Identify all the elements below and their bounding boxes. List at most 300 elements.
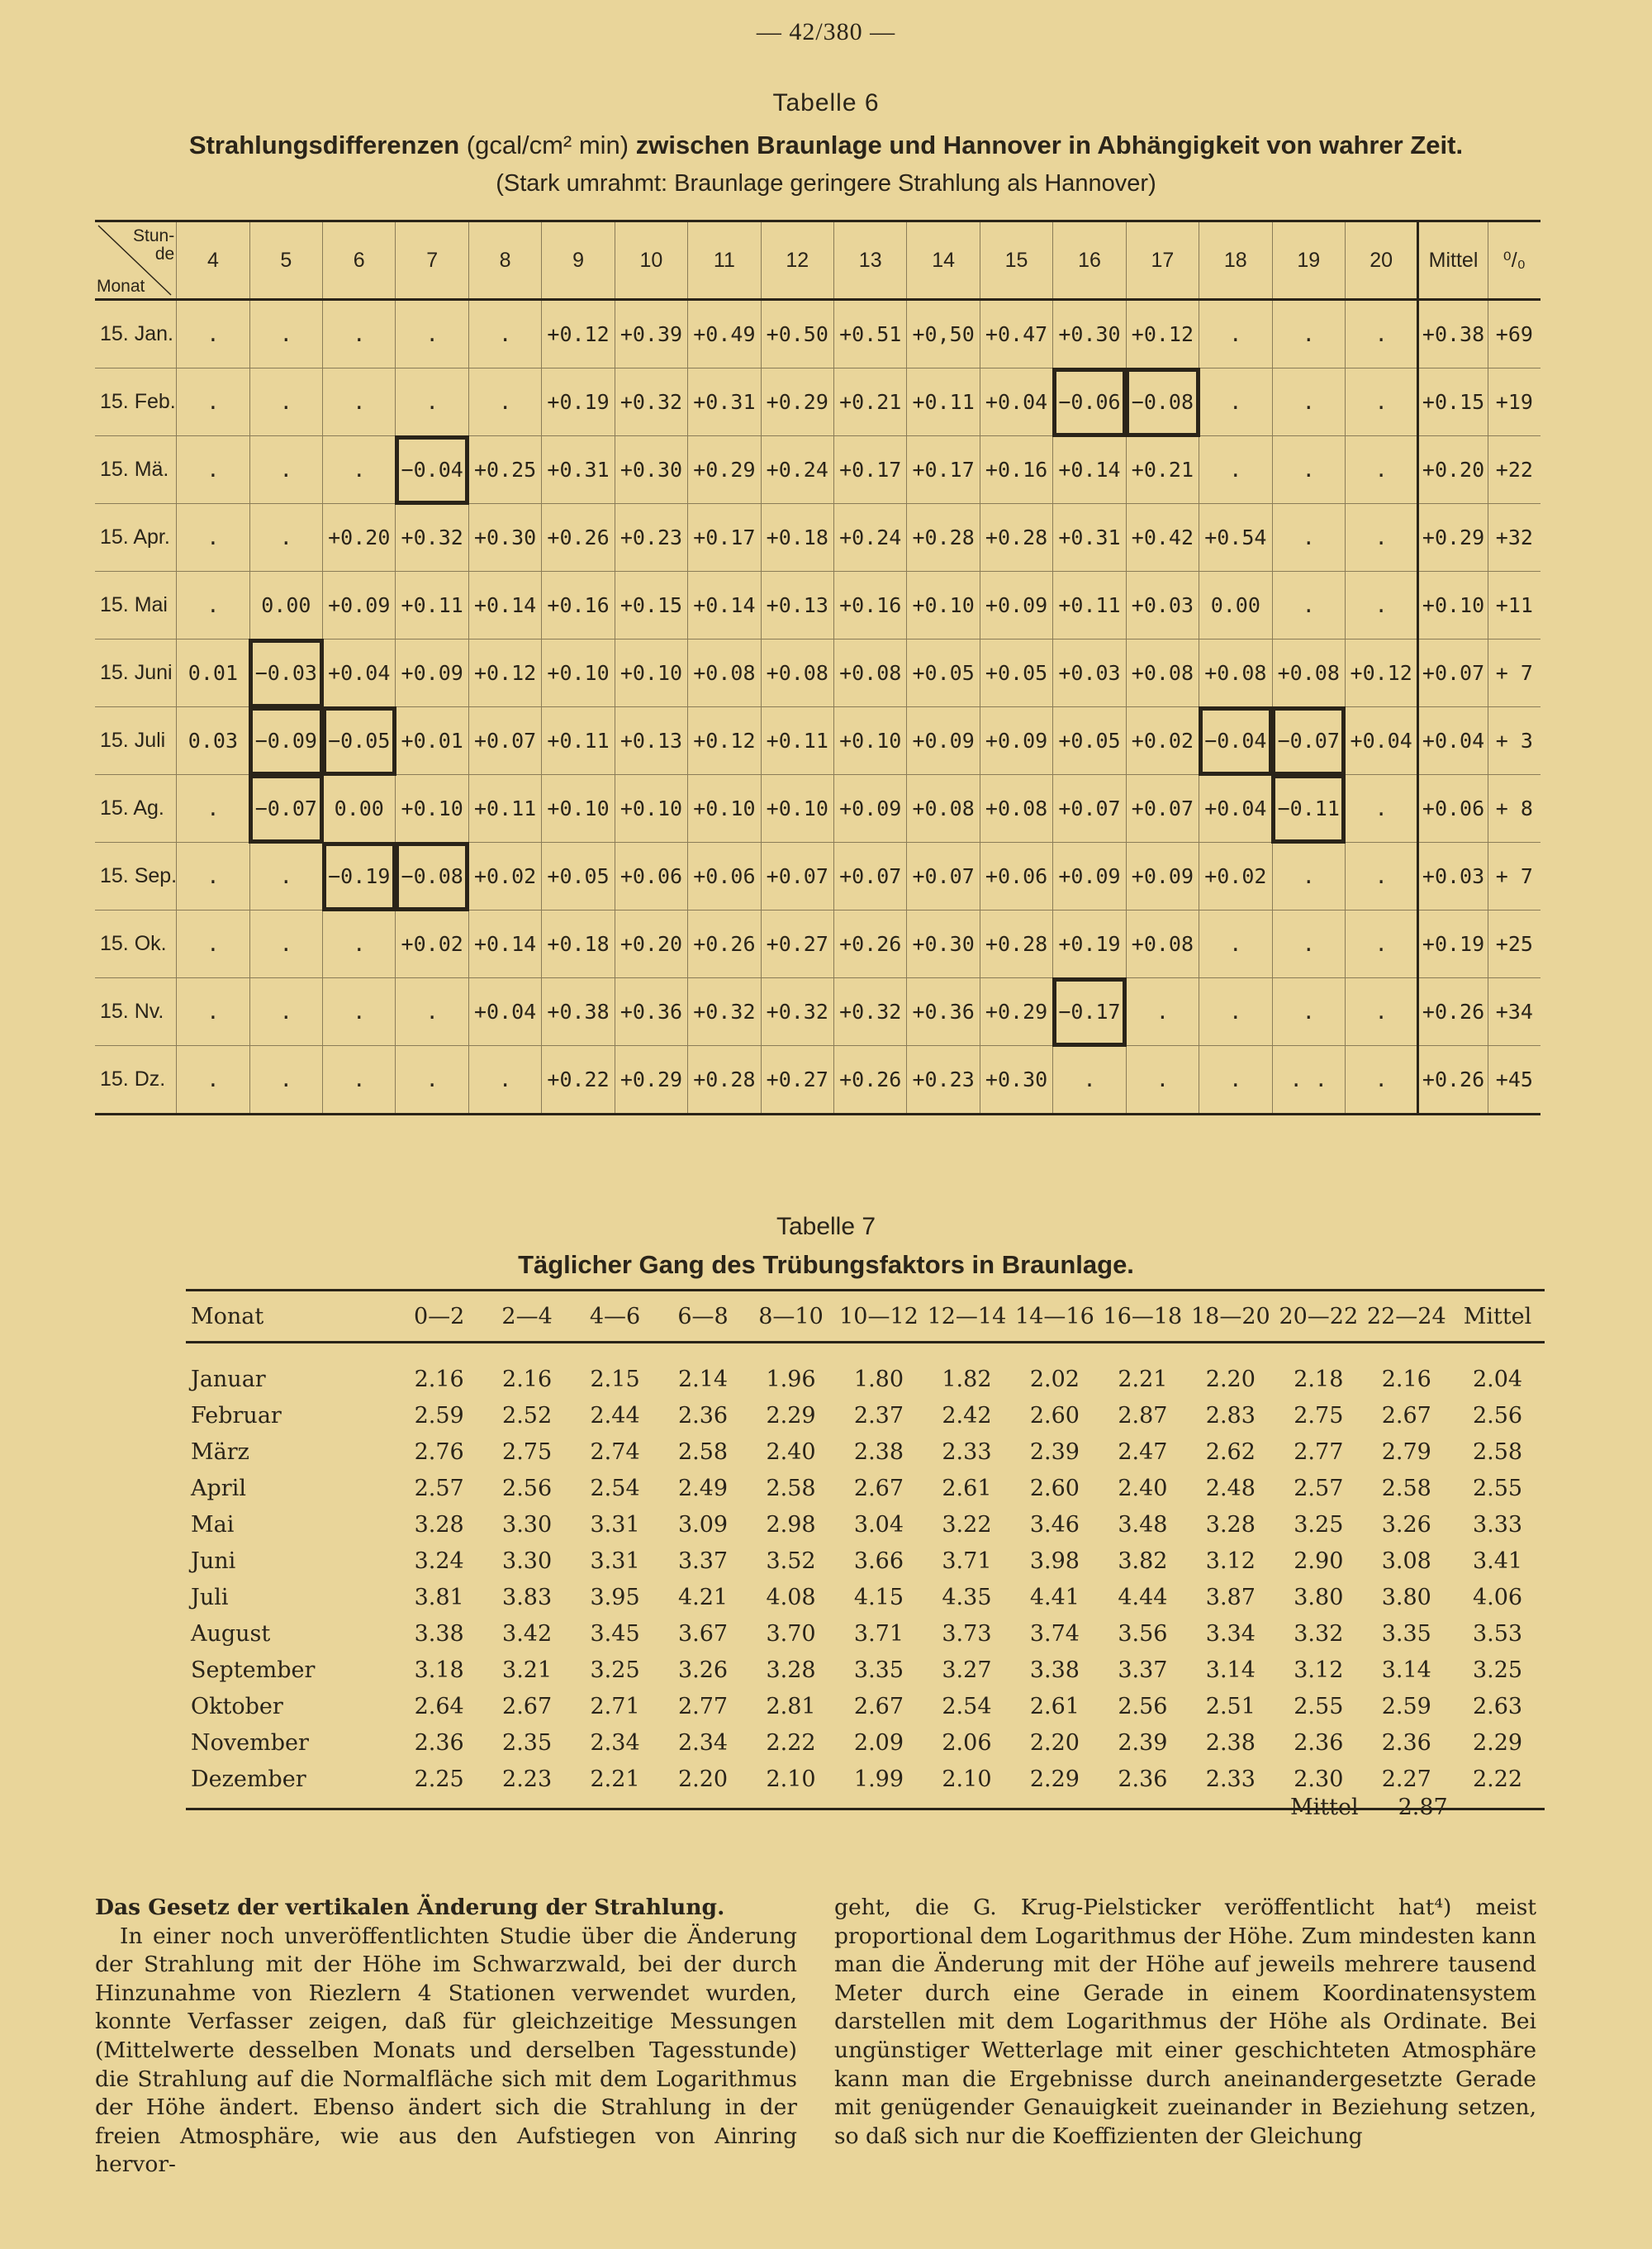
- month-label: 15. Ok.: [95, 911, 177, 978]
- interval-header: 22—24: [1363, 1291, 1450, 1343]
- table-cell: 2.60: [1029, 1475, 1080, 1501]
- table-cell: 0.03: [177, 707, 249, 775]
- table-cell: 2.79: [1381, 1438, 1431, 1465]
- table-cell: +0.50: [761, 300, 833, 368]
- month-label: 15. Jan.: [95, 300, 177, 368]
- table-cell: .: [323, 368, 396, 436]
- month-label: Januar: [191, 1366, 266, 1392]
- table-cell: 0.00: [323, 775, 396, 843]
- table-cell: −0.08: [396, 843, 468, 911]
- table7: [186, 1289, 1545, 1810]
- table-cell: +0.06: [615, 843, 687, 911]
- table-cell: +0.27: [761, 911, 833, 978]
- interval-header: 6—8: [659, 1291, 747, 1343]
- table-cell: 2.20: [659, 1761, 747, 1809]
- table-cell: 4.08: [766, 1584, 816, 1610]
- mittel-cell: +0.26: [1418, 978, 1488, 1046]
- table-cell: +0.13: [615, 707, 687, 775]
- table-cell: 2.33: [942, 1438, 992, 1465]
- table-cell: +0.10: [396, 775, 468, 843]
- table-cell: 2.90: [1294, 1548, 1344, 1574]
- table-cell: 3.53: [1472, 1620, 1523, 1647]
- table-cell: 3.42: [502, 1620, 553, 1647]
- table6-subtitle: (Stark umrahmt: Braunlage geringere Strahlung als Hannover): [496, 170, 1156, 197]
- month-label: 15. Sep.: [95, 843, 177, 911]
- table-cell: .: [249, 300, 322, 368]
- table-cell: 2.10: [747, 1761, 834, 1809]
- table-cell: +0.09: [907, 707, 980, 775]
- table-cell: 2.74: [590, 1438, 640, 1465]
- table-cell: 2.64: [414, 1693, 464, 1719]
- table-cell: 3.28: [766, 1657, 816, 1683]
- corner-month-label: Monat: [97, 277, 145, 296]
- table-cell: 3.27: [942, 1657, 992, 1683]
- table-cell: +0.30: [907, 911, 980, 978]
- table7-title: Täglicher Gang des Trübungsfaktors in Braunlage.: [518, 1250, 1134, 1279]
- table-cell: 2.62: [1205, 1438, 1256, 1465]
- table-cell: .: [396, 300, 468, 368]
- table-cell: .: [249, 843, 322, 911]
- table-cell: 3.74: [1029, 1620, 1080, 1647]
- table-cell: .: [1345, 978, 1417, 1046]
- table-cell: +0.10: [834, 707, 907, 775]
- table-row: [95, 978, 1540, 1046]
- table-cell: 2.29: [766, 1402, 816, 1429]
- table-cell: 2.81: [766, 1693, 816, 1719]
- table-row: [186, 1652, 1545, 1688]
- table6: [95, 220, 1540, 1115]
- table-cell: .: [1345, 300, 1417, 368]
- table-cell: +0.26: [542, 504, 615, 572]
- table-cell: +0.11: [907, 368, 980, 436]
- table-cell: +0.10: [542, 640, 615, 707]
- table-cell: 3.71: [942, 1548, 992, 1574]
- table6-title-bold-2: zwischen Braunlage und Hannover in Abhängigkeit von wahrer Zeit.: [635, 131, 1464, 159]
- percent-cell: +22: [1488, 436, 1540, 504]
- table-cell: −0.09: [249, 707, 322, 775]
- month-label: Dezember: [186, 1761, 395, 1809]
- table-cell: 2.16: [502, 1366, 553, 1392]
- month-label: 15. Juli: [95, 707, 177, 775]
- table-cell: .: [1199, 978, 1272, 1046]
- table-cell: 3.70: [766, 1620, 816, 1647]
- table-cell: .: [177, 775, 249, 843]
- table-row: [186, 1397, 1545, 1434]
- table-cell: +0.19: [1053, 911, 1126, 978]
- table-cell: +0.08: [1126, 640, 1199, 707]
- interval-header: 16—18: [1099, 1291, 1186, 1343]
- table-cell: +0.09: [396, 640, 468, 707]
- table-cell: 2.47: [1118, 1438, 1168, 1465]
- table-cell: +0.30: [980, 1046, 1052, 1115]
- table-cell: 3.32: [1294, 1620, 1344, 1647]
- month-label: September: [191, 1657, 316, 1683]
- table-cell: +0.02: [1126, 707, 1199, 775]
- hour-header: 20: [1345, 221, 1417, 300]
- table-cell: 3.04: [853, 1511, 904, 1538]
- table-cell: 2.37: [853, 1402, 904, 1429]
- hour-header: 14: [907, 221, 980, 300]
- table-cell: +0.28: [688, 1046, 761, 1115]
- table-cell: 2.20: [1205, 1366, 1256, 1392]
- table-cell: 2.34: [590, 1729, 640, 1756]
- table-cell: .: [177, 504, 249, 572]
- table-cell: 3.26: [677, 1657, 729, 1683]
- month-label: Mai: [191, 1511, 235, 1538]
- table-cell: +0.26: [834, 911, 907, 978]
- table-cell: +0.12: [468, 640, 541, 707]
- month-label: November: [191, 1729, 309, 1756]
- table-cell: 2.58: [677, 1438, 729, 1465]
- table-cell: .: [323, 978, 396, 1046]
- table-cell: +0.06: [688, 843, 761, 911]
- table-cell: +0.32: [396, 504, 468, 572]
- table-cell: 2.22: [766, 1729, 816, 1756]
- table-row: [95, 843, 1540, 911]
- table-cell: +0.12: [542, 300, 615, 368]
- interval-header: 20—22: [1275, 1291, 1362, 1343]
- table-cell: +0.32: [834, 978, 907, 1046]
- hour-header: 15: [980, 221, 1052, 300]
- table-cell: +0.54: [1199, 504, 1272, 572]
- table-cell: 1.96: [766, 1366, 816, 1392]
- table-cell: 3.33: [1472, 1511, 1523, 1538]
- table-cell: +0.02: [1199, 843, 1272, 911]
- table-cell: +0.10: [615, 640, 687, 707]
- table-cell: 2.59: [1381, 1693, 1431, 1719]
- table-cell: +0.12: [688, 707, 761, 775]
- table-cell: +0.16: [980, 436, 1052, 504]
- mittel-cell: +0.04: [1418, 707, 1488, 775]
- month-label: 15. Feb.: [95, 368, 177, 436]
- table-cell: +0.08: [834, 640, 907, 707]
- table-row: [186, 1470, 1545, 1506]
- table-row: [95, 504, 1540, 572]
- table-cell: 3.35: [853, 1657, 904, 1683]
- paragraph-right: geht, die G. Krug-Pielsticker veröffentlicht hat⁴) meist proportional dem Logarithmus der Höhe. Zum mindesten kann man die Änderung mit der Höhe auf jeweils mehrere tausend Meter durch eine Gerade in einem Koordinatensystem darstellen mit dem Logarithmus der Höhe als Ordinate. Bei ungünstiger Wetterlage mit einer geschichteten Atmosphäre kann man die Ergebnisse durch aneinandergesetzte Gerade mit genügender Genauigkeit zueinander in Beziehung setzen, so daß sich nur die Koeffizienten der Gleichung: [834, 1895, 1536, 2149]
- table-cell: .: [1199, 300, 1272, 368]
- table-cell: +0.31: [542, 436, 615, 504]
- table-cell: 3.66: [853, 1548, 904, 1574]
- percent-cell: +11: [1488, 572, 1540, 640]
- table-cell: +0.08: [1199, 640, 1272, 707]
- table-cell: .: [323, 436, 396, 504]
- table-cell: .: [468, 368, 541, 436]
- table-cell: .: [1199, 436, 1272, 504]
- hour-header: 7: [396, 221, 468, 300]
- table-row: [186, 1434, 1545, 1470]
- table-cell: 2.38: [1205, 1729, 1256, 1756]
- table-row: [186, 1688, 1545, 1724]
- table-cell: +0.19: [542, 368, 615, 436]
- table-cell: 2.39: [1118, 1729, 1168, 1756]
- mittel-cell: +0.03: [1418, 843, 1488, 911]
- table-cell: 3.25: [1472, 1657, 1523, 1683]
- month-label: Februar: [191, 1402, 282, 1429]
- table-cell: −0.08: [1126, 368, 1199, 436]
- table-cell: 2.39: [1029, 1438, 1080, 1465]
- table-cell: 2.35: [502, 1729, 553, 1756]
- table-row: [186, 1615, 1545, 1652]
- table-cell: 2.06: [942, 1729, 992, 1756]
- table-cell: 2.10: [923, 1761, 1010, 1809]
- table-cell: .: [396, 978, 468, 1046]
- table-cell: −0.03: [249, 640, 322, 707]
- table-row: [95, 775, 1540, 843]
- table-cell: 3.18: [414, 1657, 464, 1683]
- table-cell: 3.80: [1294, 1584, 1344, 1610]
- table-cell: +0.42: [1126, 504, 1199, 572]
- text-column-left: [95, 1894, 797, 2180]
- table-cell: 2.58: [1381, 1475, 1431, 1501]
- table-cell: 3.12: [1205, 1548, 1256, 1574]
- table-cell: 3.37: [1118, 1657, 1168, 1683]
- table-cell: +0.08: [1126, 911, 1199, 978]
- table-cell: 3.83: [502, 1584, 553, 1610]
- text-column-right: [834, 1894, 1536, 2151]
- table-cell: 2.02: [1029, 1366, 1080, 1392]
- table-cell: .: [1345, 775, 1417, 843]
- table-cell: .: [177, 436, 249, 504]
- table-row: [95, 572, 1540, 640]
- percent-cell: +19: [1488, 368, 1540, 436]
- table-cell: +0.20: [323, 504, 396, 572]
- table-cell: +0.28: [980, 504, 1052, 572]
- table-cell: .: [396, 368, 468, 436]
- hour-header: 10: [615, 221, 687, 300]
- table-cell: .: [1345, 436, 1417, 504]
- table-cell: 3.09: [677, 1511, 729, 1538]
- month-label: 15. Nv.: [95, 978, 177, 1046]
- table-cell: .: [1345, 572, 1417, 640]
- table-cell: 3.31: [590, 1511, 640, 1538]
- table6-title-unit: (gcal/cm² min): [466, 131, 629, 159]
- table-cell: 2.57: [1294, 1475, 1344, 1501]
- table-cell: .: [1199, 911, 1272, 978]
- table-cell: 3.37: [677, 1548, 729, 1574]
- mittel-cell: +0.19: [1418, 911, 1488, 978]
- table-cell: 3.81: [414, 1584, 464, 1610]
- percent-cell: + 7: [1488, 640, 1540, 707]
- month-label: 15. Ag.: [95, 775, 177, 843]
- table-cell: 2.30: [1275, 1761, 1362, 1809]
- table-cell: 2.54: [942, 1693, 992, 1719]
- hour-header: 19: [1272, 221, 1345, 300]
- month-column-header: Monat: [186, 1291, 395, 1343]
- table-cell: 2.16: [1381, 1366, 1431, 1392]
- table-cell: −0.17: [1053, 978, 1126, 1046]
- table-cell: −0.06: [1053, 368, 1126, 436]
- table-cell: 2.71: [590, 1693, 640, 1719]
- table-cell: +0.32: [761, 978, 833, 1046]
- table-cell: +0.49: [688, 300, 761, 368]
- table-cell: 3.25: [590, 1657, 640, 1683]
- table-row: [186, 1343, 1545, 1398]
- mittel-cell: +0.20: [1418, 436, 1488, 504]
- table-cell: .: [249, 504, 322, 572]
- table-cell: +0.07: [1126, 775, 1199, 843]
- table-cell: 2.60: [1029, 1402, 1080, 1429]
- table-cell: .: [323, 300, 396, 368]
- table-cell: +0.05: [907, 640, 980, 707]
- table-cell: +0.27: [761, 1046, 833, 1115]
- table-cell: .: [177, 368, 249, 436]
- table-row: [186, 1724, 1545, 1761]
- table-cell: .: [1272, 436, 1345, 504]
- table-cell: 2.55: [1294, 1693, 1344, 1719]
- table-cell: +0.04: [323, 640, 396, 707]
- table-cell: +0.11: [468, 775, 541, 843]
- table-cell: +0.21: [1126, 436, 1199, 504]
- hour-header: 11: [688, 221, 761, 300]
- table-cell: +0.02: [396, 911, 468, 978]
- table-cell: 4.06: [1472, 1584, 1523, 1610]
- table-cell: 3.30: [502, 1548, 553, 1574]
- month-label: 15. Juni: [95, 640, 177, 707]
- table-cell: +0.28: [980, 911, 1052, 978]
- table-cell: +0.12: [1126, 300, 1199, 368]
- table-cell: +0.31: [688, 368, 761, 436]
- interval-header: 0—2: [395, 1291, 482, 1343]
- interval-header: 12—14: [923, 1291, 1010, 1343]
- section-heading: Das Gesetz der vertikalen Änderung der Strahlung.: [95, 1895, 725, 1920]
- table-cell: .: [249, 436, 322, 504]
- mittel-cell: +0.38: [1418, 300, 1488, 368]
- percent-cell: + 7: [1488, 843, 1540, 911]
- table-row: [95, 911, 1540, 978]
- table-cell: 2.34: [677, 1729, 729, 1756]
- table-cell: .: [1272, 978, 1345, 1046]
- table-cell: 2.36: [1381, 1729, 1431, 1756]
- table-cell: 2.15: [590, 1366, 640, 1392]
- table7-body: [186, 1343, 1545, 1809]
- table-cell: 2.58: [1472, 1438, 1523, 1465]
- hour-header: 16: [1053, 221, 1126, 300]
- table-cell: .: [1345, 504, 1417, 572]
- table6-label: Tabelle 6: [772, 89, 880, 116]
- table-cell: +0.14: [468, 572, 541, 640]
- table-cell: .: [177, 911, 249, 978]
- table-cell: .: [323, 911, 396, 978]
- table-cell: 3.21: [502, 1657, 553, 1683]
- table-cell: . .: [1272, 1046, 1345, 1115]
- paragraph-left: In einer noch unveröffentlichten Studie über die Änderung der Strahlung mit der Höhe im Schwarzwald, bei der durch Hinzunahme von Riezlern 4 Stationen verwendet wurden, konnte Verfasser zeigen, daß für gleichzeitige Messungen (Mittelwerte desselben Monats und derselben Tagesstunde) die Strahlung auf die Normalfläche sich mit dem Logarithmus der Höhe ändert. Ebenso ändert sich die Strahlung in der freien Atmosphäre, wie aus den Aufstiegen von Ainring hervor-: [95, 1923, 797, 2178]
- table-cell: .: [1272, 843, 1345, 911]
- table-cell: 3.80: [1381, 1584, 1431, 1610]
- table6-header-row: [95, 221, 1540, 300]
- table-cell: +0.04: [1199, 775, 1272, 843]
- percent-header: ⁰/₀: [1488, 221, 1540, 300]
- table-cell: +0.25: [468, 436, 541, 504]
- table-cell: +0.22: [542, 1046, 615, 1115]
- table6-corner-cell: [95, 221, 177, 300]
- table-cell: .: [249, 368, 322, 436]
- month-label: 15. Mä.: [95, 436, 177, 504]
- table-cell: −0.04: [1199, 707, 1272, 775]
- table-cell: +0.08: [907, 775, 980, 843]
- table6-body: [95, 300, 1540, 1115]
- table-cell: +0.03: [1053, 640, 1126, 707]
- table-cell: +0.16: [542, 572, 615, 640]
- table-cell: +0.07: [468, 707, 541, 775]
- table-cell: +0.09: [323, 572, 396, 640]
- table-row: [95, 707, 1540, 775]
- table-cell: +0.07: [1053, 775, 1126, 843]
- table-cell: 3.48: [1118, 1511, 1168, 1538]
- table-cell: .: [1272, 300, 1345, 368]
- table-cell: 2.14: [677, 1366, 729, 1392]
- table-cell: +0.02: [468, 843, 541, 911]
- month-label: März: [191, 1438, 249, 1465]
- table-cell: 2.75: [1294, 1402, 1344, 1429]
- table-cell: +0.13: [761, 572, 833, 640]
- month-label: August: [191, 1620, 271, 1647]
- table-cell: +0.08: [761, 640, 833, 707]
- table-row: [95, 640, 1540, 707]
- table-cell: .: [1272, 572, 1345, 640]
- hour-header: 6: [323, 221, 396, 300]
- table-row: [95, 300, 1540, 368]
- table-cell: 2.38: [853, 1438, 904, 1465]
- table-cell: −0.04: [396, 436, 468, 504]
- table-cell: 3.34: [1205, 1620, 1256, 1647]
- table-cell: 2.29: [1472, 1729, 1523, 1756]
- table7-mittel-value: 2.87: [1398, 1795, 1448, 1820]
- table-cell: +0.07: [907, 843, 980, 911]
- table-cell: +0.04: [980, 368, 1052, 436]
- table-cell: +0.04: [1345, 707, 1417, 775]
- table-cell: 2.61: [942, 1475, 992, 1501]
- table-cell: 1.99: [835, 1761, 923, 1809]
- table-cell: 0.00: [1199, 572, 1272, 640]
- table-cell: +0.26: [688, 911, 761, 978]
- hour-header: 5: [249, 221, 322, 300]
- table-cell: 1.82: [942, 1366, 992, 1392]
- month-label: 15. Mai: [95, 572, 177, 640]
- table-cell: +0.24: [834, 504, 907, 572]
- table-cell: 2.67: [1381, 1402, 1431, 1429]
- month-label: Juli: [191, 1584, 229, 1610]
- table-cell: +0.14: [1053, 436, 1126, 504]
- table-cell: 2.55: [1472, 1475, 1523, 1501]
- table-cell: 3.12: [1294, 1657, 1344, 1683]
- table-cell: 2.04: [1472, 1366, 1523, 1392]
- table-cell: 0.01: [177, 640, 249, 707]
- table-cell: +0.51: [834, 300, 907, 368]
- table-cell: 1.80: [853, 1366, 904, 1392]
- table-cell: +0.09: [980, 707, 1052, 775]
- interval-header: 2—4: [483, 1291, 571, 1343]
- table-cell: 2.77: [1294, 1438, 1344, 1465]
- table-cell: 2.16: [414, 1366, 464, 1392]
- table-cell: .: [1345, 1046, 1417, 1115]
- table-cell: 2.52: [502, 1402, 553, 1429]
- table-cell: 2.27: [1363, 1761, 1450, 1809]
- interval-header: Mittel: [1450, 1291, 1545, 1343]
- table-cell: +0.23: [615, 504, 687, 572]
- mittel-cell: +0.06: [1418, 775, 1488, 843]
- table-cell: 3.35: [1381, 1620, 1431, 1647]
- table-cell: +0.10: [907, 572, 980, 640]
- table-cell: 3.46: [1029, 1511, 1080, 1538]
- table-cell: 3.45: [590, 1620, 640, 1647]
- table-cell: +0.36: [615, 978, 687, 1046]
- table-cell: .: [1053, 1046, 1126, 1115]
- table-cell: .: [249, 978, 322, 1046]
- hour-header: 4: [177, 221, 249, 300]
- table-cell: +0.04: [468, 978, 541, 1046]
- table-cell: 3.26: [1381, 1511, 1431, 1538]
